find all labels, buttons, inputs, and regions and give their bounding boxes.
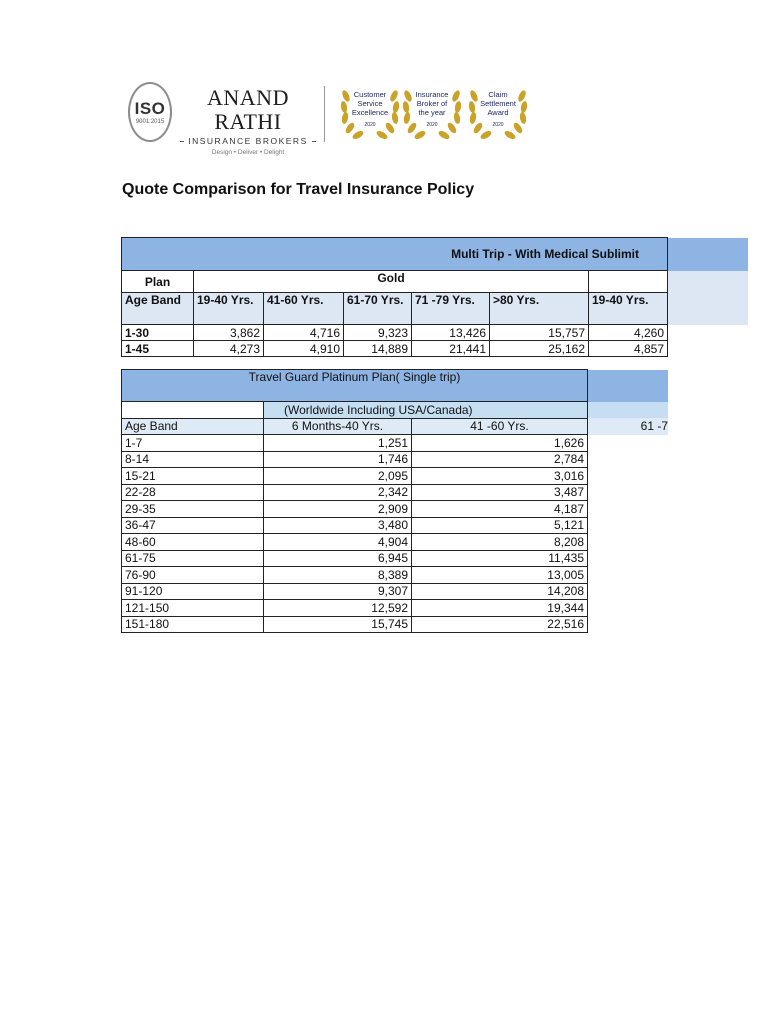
row-label: 61-75 [122, 550, 264, 567]
table-row [122, 567, 669, 584]
brand-logo [180, 86, 316, 156]
premium-cell: 4,273 [194, 341, 264, 357]
row-label: 48-60 [122, 534, 264, 551]
table-row [122, 616, 669, 633]
table-row [122, 451, 669, 468]
premium-cell: 3,016 [412, 468, 588, 485]
premium-cell: 15,757 [490, 325, 589, 341]
premium-cell: 15,745 [264, 616, 412, 633]
brand-name: ANAND RATHI [207, 85, 289, 135]
brand-subtitle-row [180, 136, 316, 146]
row-label: 29-35 [122, 501, 264, 518]
multi-trip-table [121, 237, 749, 357]
brand-subtitle: INSURANCE BROKERS [188, 136, 308, 147]
premium-cell: 14,208 [412, 583, 588, 600]
table-row [122, 550, 669, 567]
age-band-label: Age Band [122, 293, 194, 325]
age-band-label: Age Band [122, 418, 264, 435]
table-row [122, 517, 669, 534]
premium-cell: 22,516 [412, 616, 588, 633]
table-row [122, 468, 669, 485]
empty-cell [588, 600, 669, 617]
premium-cell: 8,389 [264, 567, 412, 584]
plan-label: Plan [122, 271, 194, 293]
multi-trip-header: Multi Trip - With Medical Sublimit [122, 238, 668, 271]
header-overflow-cell [668, 238, 749, 271]
premium-cell: 4,857 [589, 341, 668, 357]
award-year: 2020 [492, 122, 504, 128]
empty-cell [588, 517, 669, 534]
row-label: 36-47 [122, 517, 264, 534]
premium-cell: 9,307 [264, 583, 412, 600]
premium-cell: 3,862 [194, 325, 264, 341]
table-row [122, 484, 669, 501]
premium-cell: 21,441 [412, 341, 490, 357]
premium-cell: 5,121 [412, 517, 588, 534]
age-column-header: 61 -7 [588, 418, 669, 435]
row-label: 151-180 [122, 616, 264, 633]
premium-cell: 1,251 [264, 435, 412, 452]
iso-text: ISO [134, 98, 166, 118]
award-badge-broker-of-year [400, 82, 464, 142]
premium-cell: 19,344 [412, 600, 588, 617]
empty-cell [588, 484, 669, 501]
row-label: 1-45 [122, 341, 194, 357]
travel-guard-table [121, 369, 669, 633]
empty-cell [588, 616, 669, 633]
age-column-header: 41 -60 Yrs. [412, 418, 588, 435]
page-title: Quote Comparison for Travel Insurance Policy [122, 181, 475, 198]
premium-cell: 14,889 [344, 341, 412, 357]
premium-cell: 11,435 [412, 550, 588, 567]
award-badge-customer-service [338, 82, 402, 142]
age-band-col: >80 Yrs. [490, 293, 589, 325]
empty-cell [588, 435, 669, 452]
age-band-col: 19-40 Yrs. [194, 293, 264, 325]
premium-cell: 1,626 [412, 435, 588, 452]
row-label: 76-90 [122, 567, 264, 584]
iso-seal-icon [128, 82, 172, 142]
premium-cell: 25,162 [490, 341, 589, 357]
travel-guard-header: Travel Guard Platinum Plan( Single trip) [122, 370, 588, 402]
brand-tagline: Design • Deliver • Delight [211, 149, 285, 157]
company-logo-banner [128, 80, 538, 157]
premium-cell: 4,910 [264, 341, 344, 357]
premium-cell: 4,260 [589, 325, 668, 341]
age-band-col: 61-70 Yrs. [344, 293, 412, 325]
header-overflow-cell [588, 370, 669, 402]
table-row [122, 600, 669, 617]
table-row [122, 325, 749, 341]
row-label: 8-14 [122, 451, 264, 468]
row-label: 1-7 [122, 435, 264, 452]
premium-cell: 2,095 [264, 468, 412, 485]
premium-cell: 4,904 [264, 534, 412, 551]
award-text: Insurance Broker of the year [415, 90, 449, 117]
row-label: 15-21 [122, 468, 264, 485]
table-row [122, 501, 669, 518]
table-row [122, 534, 669, 551]
premium-cell: 2,909 [264, 501, 412, 518]
empty-cell [668, 341, 749, 357]
empty-cell [588, 550, 669, 567]
premium-cell: 3,487 [412, 484, 588, 501]
empty-cell [588, 501, 669, 518]
award-badge-claim-settlement [466, 82, 530, 142]
empty-cell [588, 534, 669, 551]
plan-overflow-cell [668, 271, 749, 293]
iso-year: 9001:2015 [135, 118, 165, 125]
subheader-overflow-cell [588, 402, 669, 419]
premium-cell: 1,746 [264, 451, 412, 468]
rule-left [180, 141, 184, 142]
table-row [122, 341, 749, 357]
plan-name: Gold [194, 271, 589, 293]
age-column-header: 6 Months-40 Yrs. [264, 418, 412, 435]
band-overflow-cell [668, 293, 749, 325]
premium-cell: 13,426 [412, 325, 490, 341]
award-text: Customer Service Excellence [351, 90, 389, 117]
premium-cell: 12,592 [264, 600, 412, 617]
award-year: 2020 [426, 122, 438, 128]
award-text: Claim Settlement Award [480, 90, 516, 117]
premium-cell: 4,716 [264, 325, 344, 341]
award-year: 2020 [364, 122, 376, 128]
plan-empty-cell [589, 271, 668, 293]
premium-cell: 6,945 [264, 550, 412, 567]
empty-cell [588, 567, 669, 584]
table-row [122, 583, 669, 600]
row-label: 1-30 [122, 325, 194, 341]
empty-cell [122, 402, 264, 419]
premium-cell: 2,784 [412, 451, 588, 468]
empty-cell [668, 325, 749, 341]
empty-cell [588, 583, 669, 600]
rule-right [312, 141, 316, 142]
logo-divider [324, 86, 325, 142]
empty-cell [588, 468, 669, 485]
premium-cell: 8,208 [412, 534, 588, 551]
premium-cell: 9,323 [344, 325, 412, 341]
premium-cell: 4,187 [412, 501, 588, 518]
premium-cell: 13,005 [412, 567, 588, 584]
age-band-col: 41-60 Yrs. [264, 293, 344, 325]
row-label: 22-28 [122, 484, 264, 501]
premium-cell: 2,342 [264, 484, 412, 501]
row-label: 121-150 [122, 600, 264, 617]
row-label: 91-120 [122, 583, 264, 600]
coverage-subheader: (Worldwide Including USA/Canada) [264, 402, 588, 419]
premium-cell: 3,480 [264, 517, 412, 534]
age-band-col: 71 -79 Yrs. [412, 293, 490, 325]
age-band-col: 19-40 Yrs. [589, 293, 668, 325]
empty-cell [588, 451, 669, 468]
table-row [122, 435, 669, 452]
